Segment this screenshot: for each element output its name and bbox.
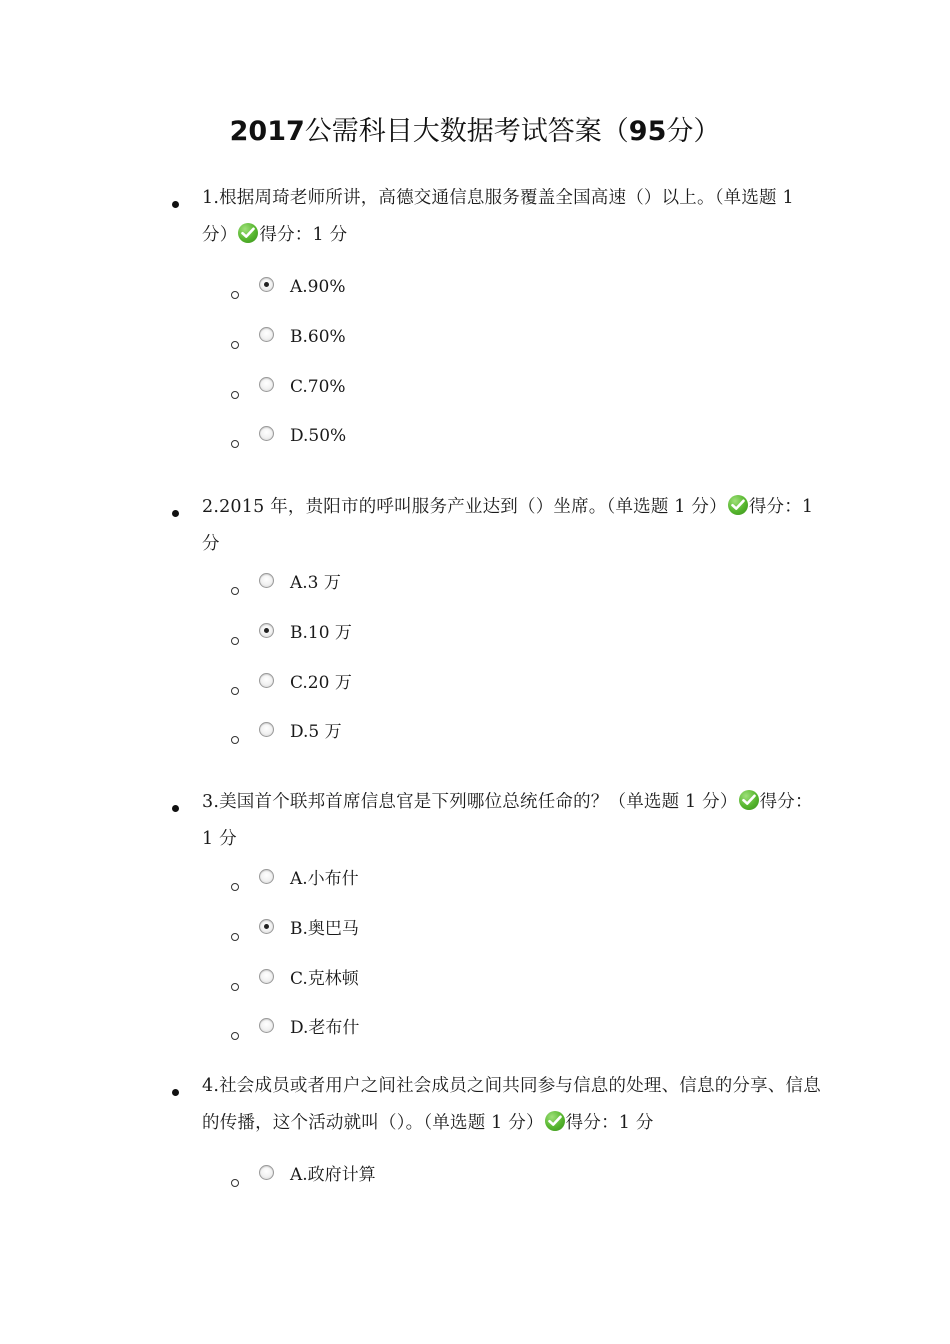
question-text xyxy=(202,1068,822,1142)
option-q3-d[interactable] xyxy=(0,1018,950,1048)
check-icon xyxy=(728,495,748,515)
option-bullet xyxy=(231,341,239,349)
question-score: 得分：1 分 xyxy=(202,497,814,554)
radio-icon[interactable] xyxy=(259,327,274,342)
option-q3-a[interactable] xyxy=(0,869,950,899)
option-q2-c[interactable] xyxy=(0,673,950,703)
option-bullet xyxy=(231,933,239,941)
question-bullet xyxy=(172,1089,179,1096)
option-label: C.70% xyxy=(290,377,346,397)
option-bullet xyxy=(231,291,239,299)
option-label: B.60% xyxy=(290,327,346,347)
option-bullet xyxy=(231,391,239,399)
question-score: 得分：1 分 xyxy=(259,225,348,245)
radio-icon[interactable] xyxy=(259,426,274,441)
question-text xyxy=(202,180,822,254)
option-label: C.克林顿 xyxy=(290,969,359,989)
option-bullet xyxy=(231,983,239,991)
option-q3-c[interactable] xyxy=(0,969,950,999)
option-q2-a[interactable] xyxy=(0,573,950,603)
option-q3-b[interactable] xyxy=(0,919,950,949)
option-label: A.90% xyxy=(290,277,346,297)
question-prompt: 1.根据周琦老师所讲，高德交通信息服务覆盖全国高速（）以上。（单选题 1 分） xyxy=(202,188,794,245)
option-bullet xyxy=(231,637,239,645)
option-label: B.奥巴马 xyxy=(290,919,359,939)
question-bullet xyxy=(172,510,179,517)
option-bullet xyxy=(231,687,239,695)
option-label: D.5 万 xyxy=(290,722,342,742)
option-q1-d[interactable] xyxy=(0,426,950,456)
question-text xyxy=(202,489,822,563)
question-bullet xyxy=(172,805,179,812)
title-year: 2017 xyxy=(229,116,305,147)
question-score: 得分：1 分 xyxy=(202,792,813,849)
option-q1-a[interactable] xyxy=(0,277,950,307)
radio-icon[interactable] xyxy=(259,969,274,984)
radio-icon[interactable] xyxy=(259,377,274,392)
title-suffix: 分） xyxy=(666,116,721,147)
check-icon xyxy=(238,223,258,243)
option-label: D.老布什 xyxy=(290,1018,360,1038)
option-label: A.3 万 xyxy=(290,573,341,593)
question-bullet xyxy=(172,201,179,208)
page-title xyxy=(0,112,950,152)
question-score: 得分：1 分 xyxy=(565,1113,654,1133)
check-icon xyxy=(739,790,759,810)
title-main: 公需科目大数据考试答案（ xyxy=(304,116,629,147)
radio-icon[interactable] xyxy=(259,1165,274,1180)
radio-selected-icon[interactable] xyxy=(259,623,274,638)
option-bullet xyxy=(231,736,239,744)
question-prompt: 4.社会成员或者用户之间社会成员之间共同参与信息的处理、信息的分享、信息的传播，这个活动就叫（）。（单选题 1 分） xyxy=(202,1076,821,1133)
option-bullet xyxy=(231,587,239,595)
option-bullet xyxy=(231,883,239,891)
question-prompt: 2.2015 年，贵阳市的呼叫服务产业达到（）坐席。（单选题 1 分） xyxy=(202,497,727,517)
option-label: D.50% xyxy=(290,426,347,446)
radio-selected-icon[interactable] xyxy=(259,277,274,292)
option-q2-d[interactable] xyxy=(0,722,950,752)
option-bullet xyxy=(231,440,239,448)
question-text xyxy=(202,784,822,858)
option-q2-b[interactable] xyxy=(0,623,950,653)
radio-icon[interactable] xyxy=(259,869,274,884)
question-prompt: 3.美国首个联邦首席信息官是下列哪位总统任命的？（单选题 1 分） xyxy=(202,792,738,812)
radio-selected-icon[interactable] xyxy=(259,919,274,934)
radio-icon[interactable] xyxy=(259,673,274,688)
option-label: A.小布什 xyxy=(290,869,359,889)
option-bullet xyxy=(231,1179,239,1187)
check-icon xyxy=(545,1111,565,1131)
option-q1-c[interactable] xyxy=(0,377,950,407)
title-score: 95 xyxy=(628,116,667,147)
option-bullet xyxy=(231,1032,239,1040)
option-label: B.10 万 xyxy=(290,623,352,643)
option-label: C.20 万 xyxy=(290,673,352,693)
option-q1-b[interactable] xyxy=(0,327,950,357)
radio-icon[interactable] xyxy=(259,573,274,588)
radio-icon[interactable] xyxy=(259,1018,274,1033)
radio-icon[interactable] xyxy=(259,722,274,737)
option-label: A.政府计算 xyxy=(290,1165,376,1185)
option-q4-a[interactable] xyxy=(0,1165,950,1195)
